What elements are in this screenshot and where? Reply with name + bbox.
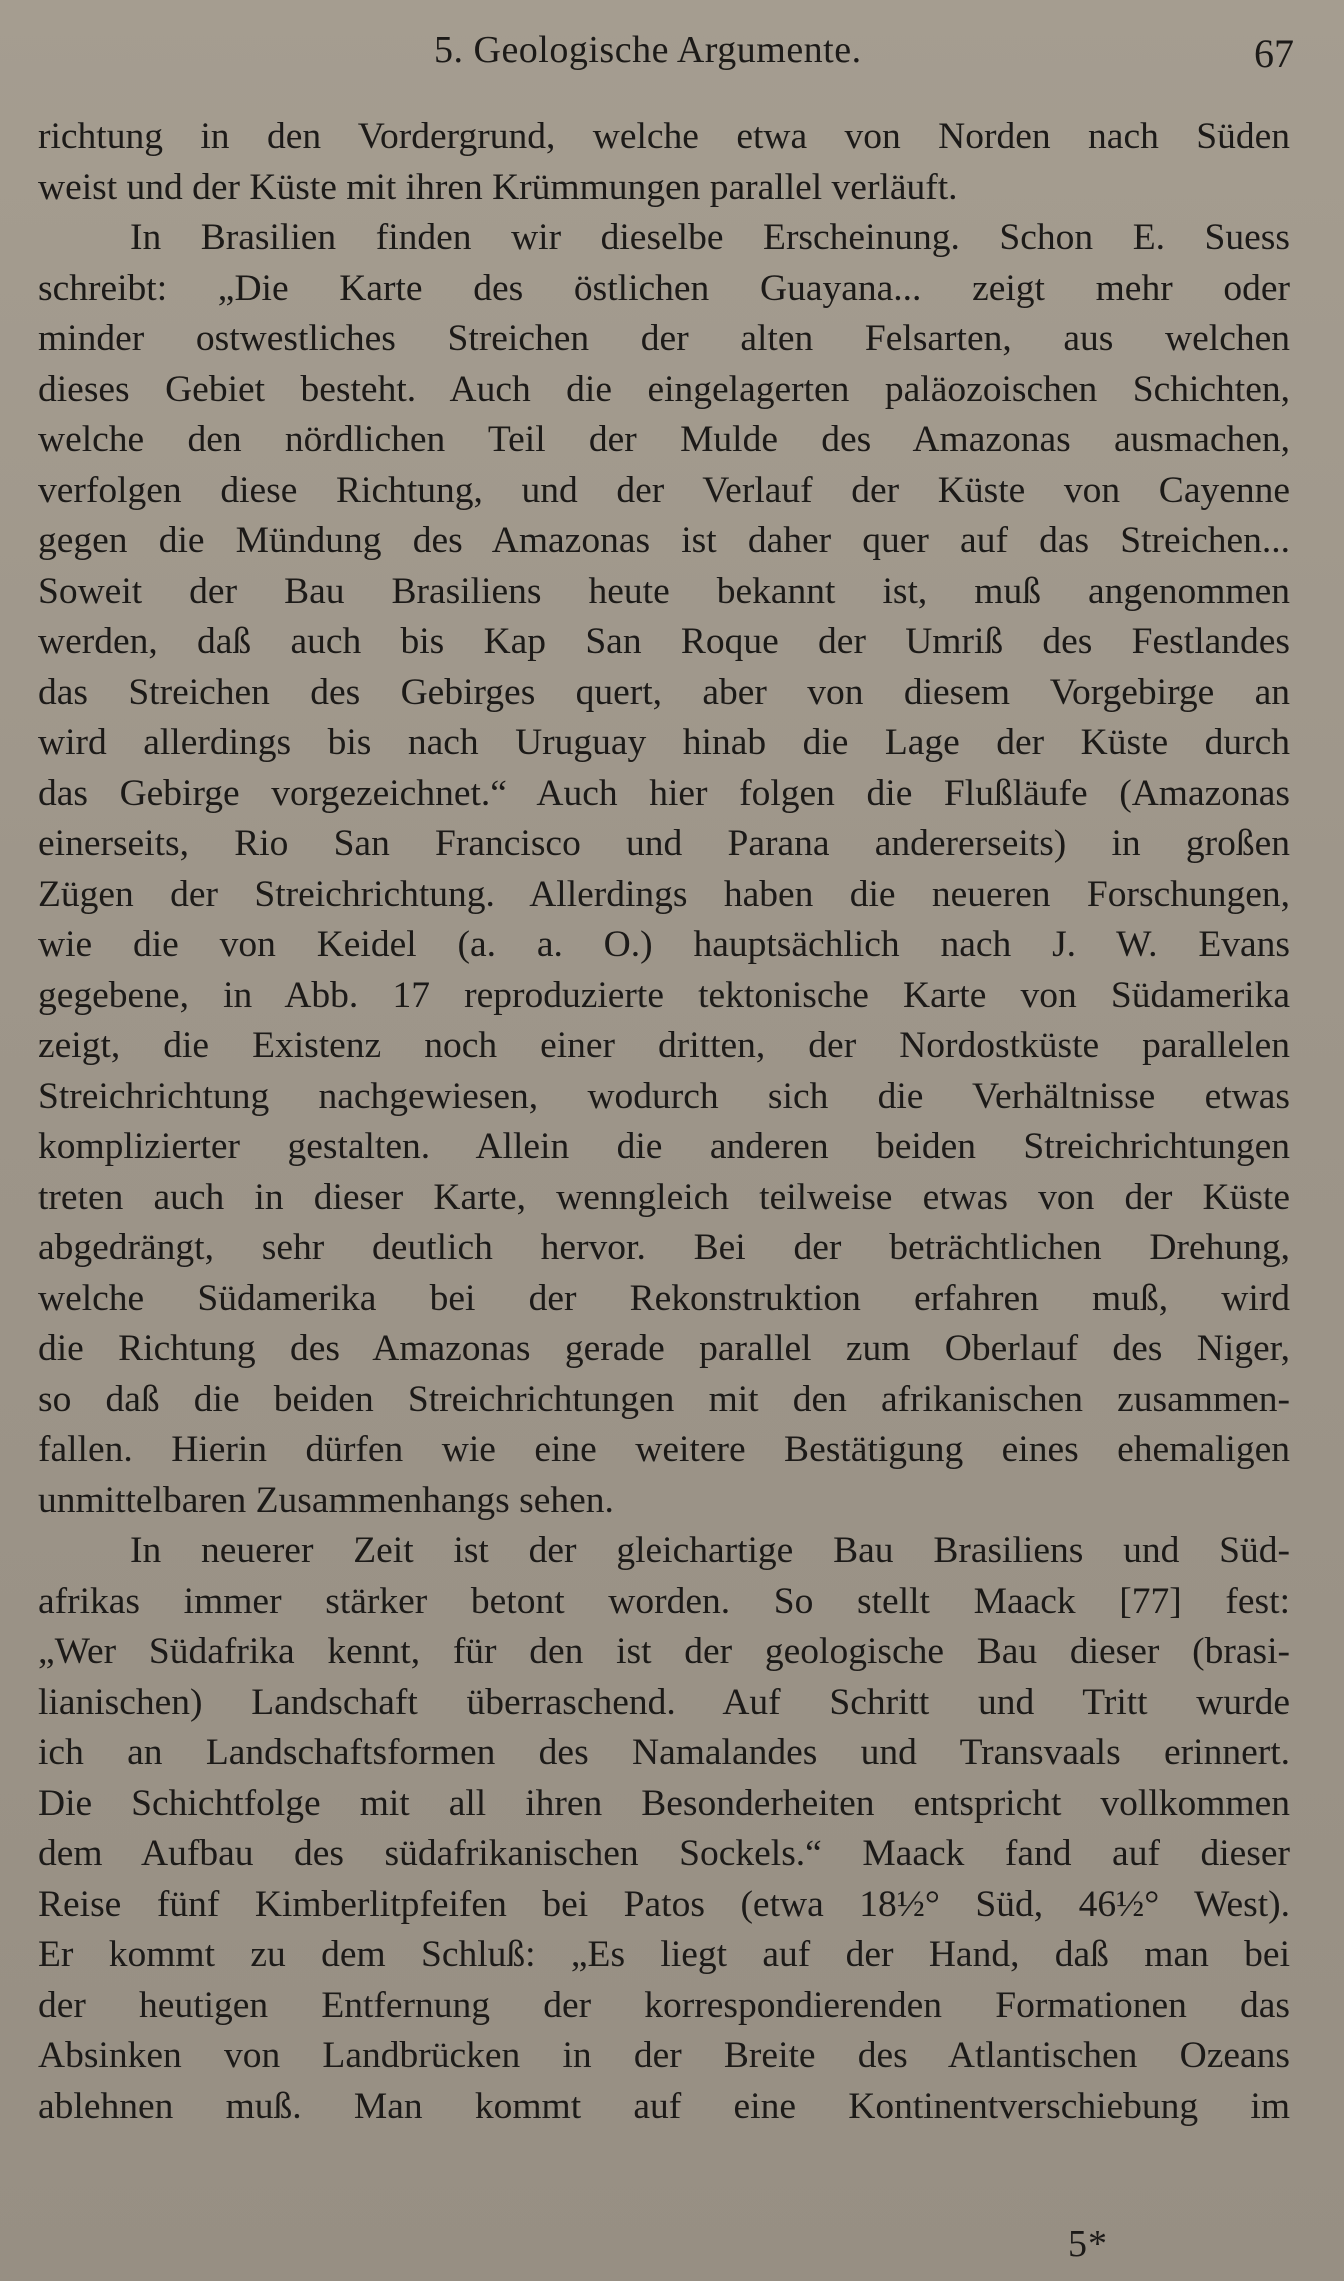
text-line: „Wer Südafrika kennt, für den ist der geologische Bau dieser (brasi- (38, 1631, 1290, 1672)
text-line: verfolgen diese Richtung, und der Verlauf der Küste von Cayenne (38, 469, 1290, 511)
text-line: In neuerer Zeit ist der gleichartige Bau Brasiliens und Süd- (130, 1530, 1290, 1571)
text-line: treten auch in dieser Karte, wenngleich teilweise etwas von der Küste (38, 1176, 1290, 1218)
text-line: Er kommt zu dem Schluß: „Es liegt auf der Hand, daß man bei (38, 1934, 1290, 1975)
text-line: werden, daß auch bis Kap San Roque der Umriß des Festlandes (38, 621, 1290, 662)
chapter-title: 5. Geologische Argumente. (434, 29, 862, 71)
page-number: 67 (1254, 31, 1294, 76)
text-line: fallen. Hierin dürfen wie eine weitere Bestätigung eines ehemaligen (38, 1429, 1290, 1470)
text-line: Streichrichtung nachgewiesen, wodurch sich die Verhältnisse etwas (38, 1075, 1290, 1117)
text-line: afrikas immer stärker betont worden. So stellt Maack [77] fest: (38, 1580, 1290, 1622)
text-line: so daß die beiden Streichrichtungen mit den afrikanischen zusammen- (38, 1378, 1290, 1420)
text-line: zeigt, die Existenz noch einer dritten, der Nordostküste parallelen (38, 1025, 1290, 1066)
text-line: dieses Gebiet besteht. Auch die eingelagerten paläozoischen Schichten, (38, 368, 1290, 410)
text-line: Absinken von Landbrücken in der Breite des Atlantischen Ozeans (38, 2035, 1290, 2076)
text-line: schreibt: „Die Karte des östlichen Guayana... zeigt mehr oder (38, 267, 1290, 309)
text-line: die Richtung des Amazonas gerade parallel zum Oberlauf des Niger, (38, 1328, 1290, 1369)
body-text (38, 112, 1290, 2132)
text-line: Zügen der Streichrichtung. Allerdings haben die neueren Forschungen, (38, 873, 1290, 915)
text-line: das Streichen des Gebirges quert, aber von diesem Vorgebirge an (38, 671, 1290, 713)
text-line: wie die von Keidel (a. a. O.) hauptsächlich nach J. W. Evans (38, 924, 1290, 965)
text-line: gegebene, in Abb. 17 reproduzierte tektonische Karte von Südamerika (38, 974, 1290, 1016)
text-line: gegen die Mündung des Amazonas ist daher quer auf das Streichen... (38, 520, 1290, 561)
text-line: welche Südamerika bei der Rekonstruktion erfahren muß, wird (38, 1277, 1290, 1319)
text-line: einerseits, Rio San Francisco und Parana andererseits) in großen (38, 823, 1290, 864)
text-line: komplizierter gestalten. Allein die anderen beiden Streichrichtungen (38, 1126, 1290, 1167)
text-line: ablehnen muß. Man kommt auf eine Kontinentverschiebung im (38, 2085, 1290, 2127)
text-line: wird allerdings bis nach Uruguay hinab die Lage der Küste durch (38, 722, 1290, 763)
text-line: In Brasilien finden wir dieselbe Erscheinung. Schon E. Suess (130, 217, 1290, 258)
text-line: Soweit der Bau Brasiliens heute bekannt ist, muß angenommen (38, 570, 1290, 612)
running-head (0, 22, 1344, 82)
signature-mark: 5* (1068, 2223, 1108, 2265)
text-line: ich an Landschaftsformen des Namalandes und Transvaals erinnert. (38, 1732, 1290, 1773)
text-line: weist und der Küste mit ihren Krümmungen parallel verläuft. (38, 166, 958, 208)
text-line: welche den nördlichen Teil der Mulde des Amazonas ausmachen, (38, 419, 1290, 460)
text-line: Die Schichtfolge mit all ihren Besonderheiten entspricht vollkommen (38, 1782, 1290, 1824)
text-line: richtung in den Vordergrund, welche etwa von Norden nach Süden (38, 116, 1290, 157)
text-line: das Gebirge vorgezeichnet.“ Auch hier folgen die Flußläufe (Amazonas (38, 772, 1290, 814)
text-line: unmittelbaren Zusammenhangs sehen. (38, 1479, 614, 1521)
text-line: der heutigen Entfernung der korrespondierenden Formationen das (38, 1984, 1290, 2026)
text-line: Reise fünf Kimberlitpfeifen bei Patos (etwa 18½° Süd, 46½° West). (38, 1883, 1290, 1925)
text-line: lianischen) Landschaft überraschend. Auf Schritt und Tritt wurde (38, 1681, 1290, 1723)
text-line: dem Aufbau des südafrikanischen Sockels.“ Maack fand auf dieser (38, 1833, 1290, 1874)
text-line: abgedrängt, sehr deutlich hervor. Bei der beträchtlichen Drehung, (38, 1227, 1290, 1268)
text-line: minder ostwestliches Streichen der alten Felsarten, aus welchen (38, 318, 1290, 359)
